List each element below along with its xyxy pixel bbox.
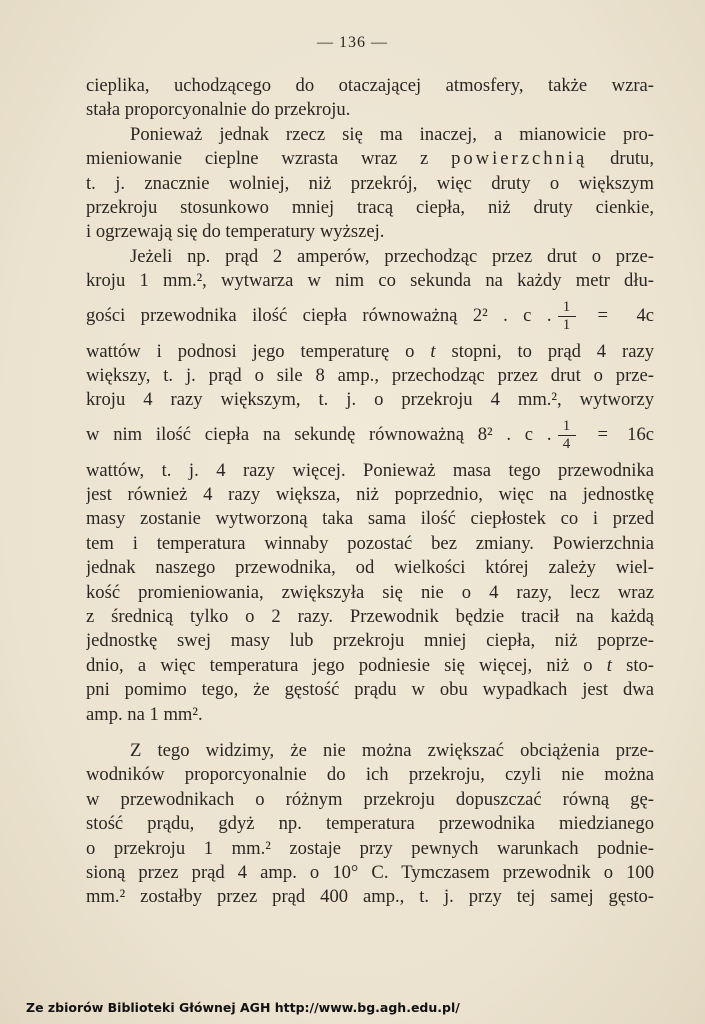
text-line: Ponieważ jednak rzecz się ma inaczej, a mianowicie pro- (130, 123, 654, 145)
text-line: przekroju stosunkowo mniej tracą ciepła, niż druty cienkie, (86, 196, 654, 218)
text-line: stała proporcyonalnie do przekroju. (86, 99, 351, 121)
formula-text: w nim ilość ciepła na sekundę równoważną 8² . c . (86, 424, 552, 446)
text-line: masy zostanie wytworzoną taka sama ilość ciepłostek co i przed (86, 508, 654, 530)
paragraph-2 (86, 123, 654, 245)
text-line: wodników proporcyonalnie do ich przekroju, czyli nie można (86, 764, 654, 786)
paragraph-1 (86, 74, 654, 123)
text-line: pni pomimo tego, że gęstość prądu w obu wypadkach jest dwa (86, 679, 654, 701)
fraction-denominator: 1 (562, 317, 571, 334)
formula-text: gości przewodnika ilość ciepła równoważną 2² . c . (86, 305, 552, 327)
text-line: w przewodnikach o różnym przekroju dopuszczać równą gę- (86, 788, 654, 810)
text-line (86, 340, 654, 364)
text-line: kroju 4 razy większym, t. j. o przekroju 4 mm.², wytworzy (86, 389, 654, 411)
text-line (86, 147, 654, 171)
text-line (86, 654, 654, 678)
fraction-numerator: 1 (562, 299, 571, 316)
library-footer: Ze zbiorów Biblioteki Głównej AGH http://www.bg.agh.edu.pl/ (26, 1000, 460, 1015)
page-number: — 136 — (317, 34, 388, 51)
formula-line-1 (86, 294, 654, 340)
text-line: stość prądu, gdyż np. temperatura przewodnika miedzianego (86, 813, 654, 835)
formula-result: 4c (636, 305, 654, 327)
variable-t: t (430, 340, 436, 362)
fraction-denominator: 4 (562, 436, 571, 453)
text-line: wattów, t. j. 4 razy więcej. Ponieważ masa tego przewodnika (86, 459, 654, 481)
text-line: tem i temperatura winnaby pozostać bez zmiany. Powierzchnia (86, 532, 654, 554)
text-line: t. j. znacznie wolniej, niż przekrój, więc druty o większym (86, 172, 654, 194)
formula-line-2 (86, 413, 654, 459)
formula-result: 16c (627, 424, 654, 446)
fraction-numerator: 1 (562, 418, 571, 435)
fraction (558, 299, 576, 334)
text-span: stopni, to prąd 4 razy (451, 340, 654, 362)
text-line: kroju 1 mm.², wytwarza w nim co sekunda na każdy metr dłu- (86, 270, 654, 292)
text-span: sto- (626, 654, 654, 676)
text-line: kość promieniowania, zwiększyła się nie o 4 razy, lecz wraz (86, 581, 654, 603)
text-span: drutu, (610, 148, 654, 170)
variable-t: t (606, 654, 612, 676)
paragraph-3 (86, 245, 654, 727)
text-span: dnio, a więc temperatura jego podniesie się więcej, niż o (86, 654, 593, 676)
text-line: o przekroju 1 mm.² zostaje przy pewnych warunkach podnie- (86, 837, 654, 859)
fraction (558, 418, 576, 453)
text-line: amp. na 1 mm². (86, 703, 203, 725)
text-line: jednostkę swej masy lub przekroju mniej ciepła, niż poprze- (86, 630, 654, 652)
text-line: mm.² zostałby przez prąd 400 amp., t. j. przy tej samej gęsto- (86, 886, 654, 908)
text-line: cieplika, uchodzącego do otaczającej atmosfery, także wzra- (86, 75, 654, 96)
text-line: większy, t. j. prąd o sile 8 amp., przechodząc przez drut o prze- (86, 364, 654, 386)
paragraph-4 (86, 739, 654, 910)
text-line: z średnicą tylko o 2 razy. Przewodnik będzie tracił na każdą (86, 606, 654, 628)
equals-sign: = (597, 424, 608, 446)
equals-sign: = (597, 305, 608, 327)
text-line: i ogrzewają się do temperatury wyższej. (86, 221, 385, 243)
text-line: sioną przez prąd 4 amp. o 10° C. Tymczasem przewodnik o 100 (86, 861, 654, 883)
text-span: mieniowanie cieplne wzrasta wraz z (86, 148, 429, 170)
text-line: jednak naszego przewodnika, od wielkości której zależy wiel- (86, 557, 654, 579)
text-span: wattów i podnosi jego temperaturę o (86, 340, 415, 362)
page-body (86, 74, 654, 910)
emphasized-word: powierzchnią (451, 148, 588, 170)
text-line: Z tego widzimy, że nie można zwiększać obciążenia prze- (130, 739, 654, 761)
text-line: jest również 4 razy większa, niż poprzednio, więc na jednostkę (86, 484, 654, 506)
text-line: Jeżeli np. prąd 2 amperów, przechodząc przez drut o prze- (130, 245, 654, 267)
